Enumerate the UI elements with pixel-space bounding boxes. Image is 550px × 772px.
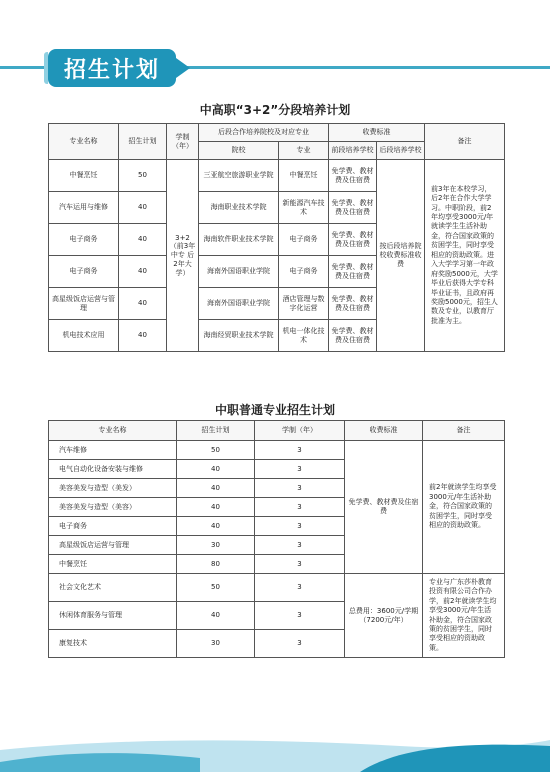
cell-plan: 40 xyxy=(177,479,255,498)
cell-major: 电子商务 xyxy=(49,517,177,536)
cell-plan: 40 xyxy=(119,256,167,288)
cell-duration: 3 xyxy=(255,555,345,574)
cell-remark: 前3年在本校学习，后2年在合作大学学习。中职阶段，前2年均享受3000元/年就读学生生活补助金，符合国家政策的贫困学生，同时享受相应的资助政策。进入大学学习第一年政府奖励5000元，大学毕业后获得大学专科毕业证书，且政府再奖励5000元，招生人数及专业，以教育厅批准为主。 xyxy=(425,160,505,352)
cell-plan: 40 xyxy=(119,224,167,256)
cell-major: 电子商务 xyxy=(49,256,119,288)
section-header-tab xyxy=(48,49,176,87)
col-header-duration: 学制（年） xyxy=(255,421,345,441)
header-tab-arrow xyxy=(176,58,190,78)
table-row xyxy=(49,441,505,460)
cell-partner-major: 电子商务 xyxy=(279,256,329,288)
cell-school: 海南外国语职业学院 xyxy=(199,288,279,320)
cell-front-fee: 免学费、教材费及住宿费 xyxy=(329,320,377,352)
cell-school: 海南外国语职业学院 xyxy=(199,256,279,288)
cell-major: 社会文化艺术 xyxy=(49,574,177,602)
cell-major: 中餐烹饪 xyxy=(49,555,177,574)
cell-plan: 80 xyxy=(177,555,255,574)
cell-major: 电气自动化设备安装与维修 xyxy=(49,460,177,479)
cell-duration: 3 xyxy=(255,479,345,498)
cell-fee-group1: 免学费、教材费及住宿费 xyxy=(345,441,423,574)
col-header-plan: 招生计划 xyxy=(119,124,167,160)
cell-duration: 3 xyxy=(255,536,345,555)
cell-front-fee: 免学费、教材费及住宿费 xyxy=(329,288,377,320)
col-header-partner-group: 后段合作培养院校及对应专业 xyxy=(199,124,329,142)
cell-major: 汽车运用与维修 xyxy=(49,192,119,224)
cell-major: 高星级饭店运营与管理 xyxy=(49,536,177,555)
cell-plan: 40 xyxy=(177,602,255,630)
cell-major: 机电技术应用 xyxy=(49,320,119,352)
cell-back-fee: 按后段培养院校收费标准收费 xyxy=(377,160,425,352)
cell-major: 中餐烹饪 xyxy=(49,160,119,192)
cell-front-fee: 免学费、教材费及住宿费 xyxy=(329,224,377,256)
cell-major: 美容美发与造型（美容） xyxy=(49,498,177,517)
col-header-partner-major: 专业 xyxy=(279,142,329,160)
cell-front-fee: 免学费、教材费及住宿费 xyxy=(329,160,377,192)
table1-title: 中高职“3+2”分段培养计划 xyxy=(199,103,351,117)
cell-partner-major: 机电一体化技术 xyxy=(279,320,329,352)
col-header-plan: 招生计划 xyxy=(177,421,255,441)
cell-front-fee: 免学费、教材费及住宿费 xyxy=(329,256,377,288)
table-3plus2-plan xyxy=(48,123,505,352)
col-header-school: 院校 xyxy=(199,142,279,160)
cell-duration: 3 xyxy=(255,574,345,602)
cell-front-fee: 免学费、教材费及住宿费 xyxy=(329,192,377,224)
cell-plan: 40 xyxy=(119,192,167,224)
cell-plan: 40 xyxy=(177,460,255,479)
table-row xyxy=(49,160,505,192)
cell-duration: 3 xyxy=(255,517,345,536)
cell-partner-major: 中餐烹饪 xyxy=(279,160,329,192)
cell-fee-group2: 总费用：3600元/学期（7200元/年） xyxy=(345,574,423,658)
col-header-duration: 学制（年） xyxy=(167,124,199,160)
cell-major: 休闲体育服务与管理 xyxy=(49,602,177,630)
cell-school: 海南软件职业技术学院 xyxy=(199,224,279,256)
col-header-major: 专业名称 xyxy=(49,124,119,160)
cell-major: 康复技术 xyxy=(49,630,177,658)
cell-plan: 50 xyxy=(177,574,255,602)
cell-major: 电子商务 xyxy=(49,224,119,256)
cell-plan: 50 xyxy=(177,441,255,460)
col-header-major: 专业名称 xyxy=(49,421,177,441)
col-header-remark: 备注 xyxy=(425,124,505,160)
cell-duration: 3 xyxy=(255,498,345,517)
cell-plan: 40 xyxy=(119,320,167,352)
col-header-fee: 收费标准 xyxy=(345,421,423,441)
col-header-front-fee: 前段培养学校 xyxy=(329,142,377,160)
cell-major: 美容美发与造型（美发） xyxy=(49,479,177,498)
col-header-back-fee: 后段培养学校 xyxy=(377,142,425,160)
cell-remark-group1: 前2年就读学生均享受3000元/年生活补助金，符合国家政策的贫困学生，同时享受相应的资助政策。 xyxy=(423,441,505,574)
col-header-fee-group: 收费标准 xyxy=(329,124,425,142)
footer-wave-decoration xyxy=(0,736,550,772)
table-regular-plan xyxy=(48,420,505,658)
table-row xyxy=(49,574,505,602)
cell-duration: 3+2（前3年中专 后2年大学） xyxy=(167,160,199,352)
cell-school: 三亚航空旅游职业学院 xyxy=(199,160,279,192)
cell-duration: 3 xyxy=(255,630,345,658)
cell-partner-major: 电子商务 xyxy=(279,224,329,256)
cell-school: 海南职业技术学院 xyxy=(199,192,279,224)
cell-duration: 3 xyxy=(255,602,345,630)
cell-school: 海南经贸职业技术学院 xyxy=(199,320,279,352)
col-header-remark: 备注 xyxy=(423,421,505,441)
cell-partner-major: 新能源汽车技术 xyxy=(279,192,329,224)
cell-remark-group2: 专业与广东莎朴教育投资有限公司合作办学，前2年就读学生均享受3000元/年生活补助金，符合国家政策的贫困学生，同时享受相应的资助政策。 xyxy=(423,574,505,658)
table2-title: 中职普通专业招生计划 xyxy=(214,403,335,417)
cell-plan: 50 xyxy=(119,160,167,192)
cell-plan: 30 xyxy=(177,630,255,658)
cell-plan: 30 xyxy=(177,536,255,555)
cell-partner-major: 酒店管理与数字化运营 xyxy=(279,288,329,320)
cell-plan: 40 xyxy=(177,517,255,536)
cell-duration: 3 xyxy=(255,460,345,479)
section-header-title: 招生计划 xyxy=(63,57,160,83)
cell-duration: 3 xyxy=(255,441,345,460)
cell-plan: 40 xyxy=(119,288,167,320)
cell-major: 汽车维修 xyxy=(49,441,177,460)
cell-plan: 40 xyxy=(177,498,255,517)
cell-major: 高星级饭店运营与管理 xyxy=(49,288,119,320)
